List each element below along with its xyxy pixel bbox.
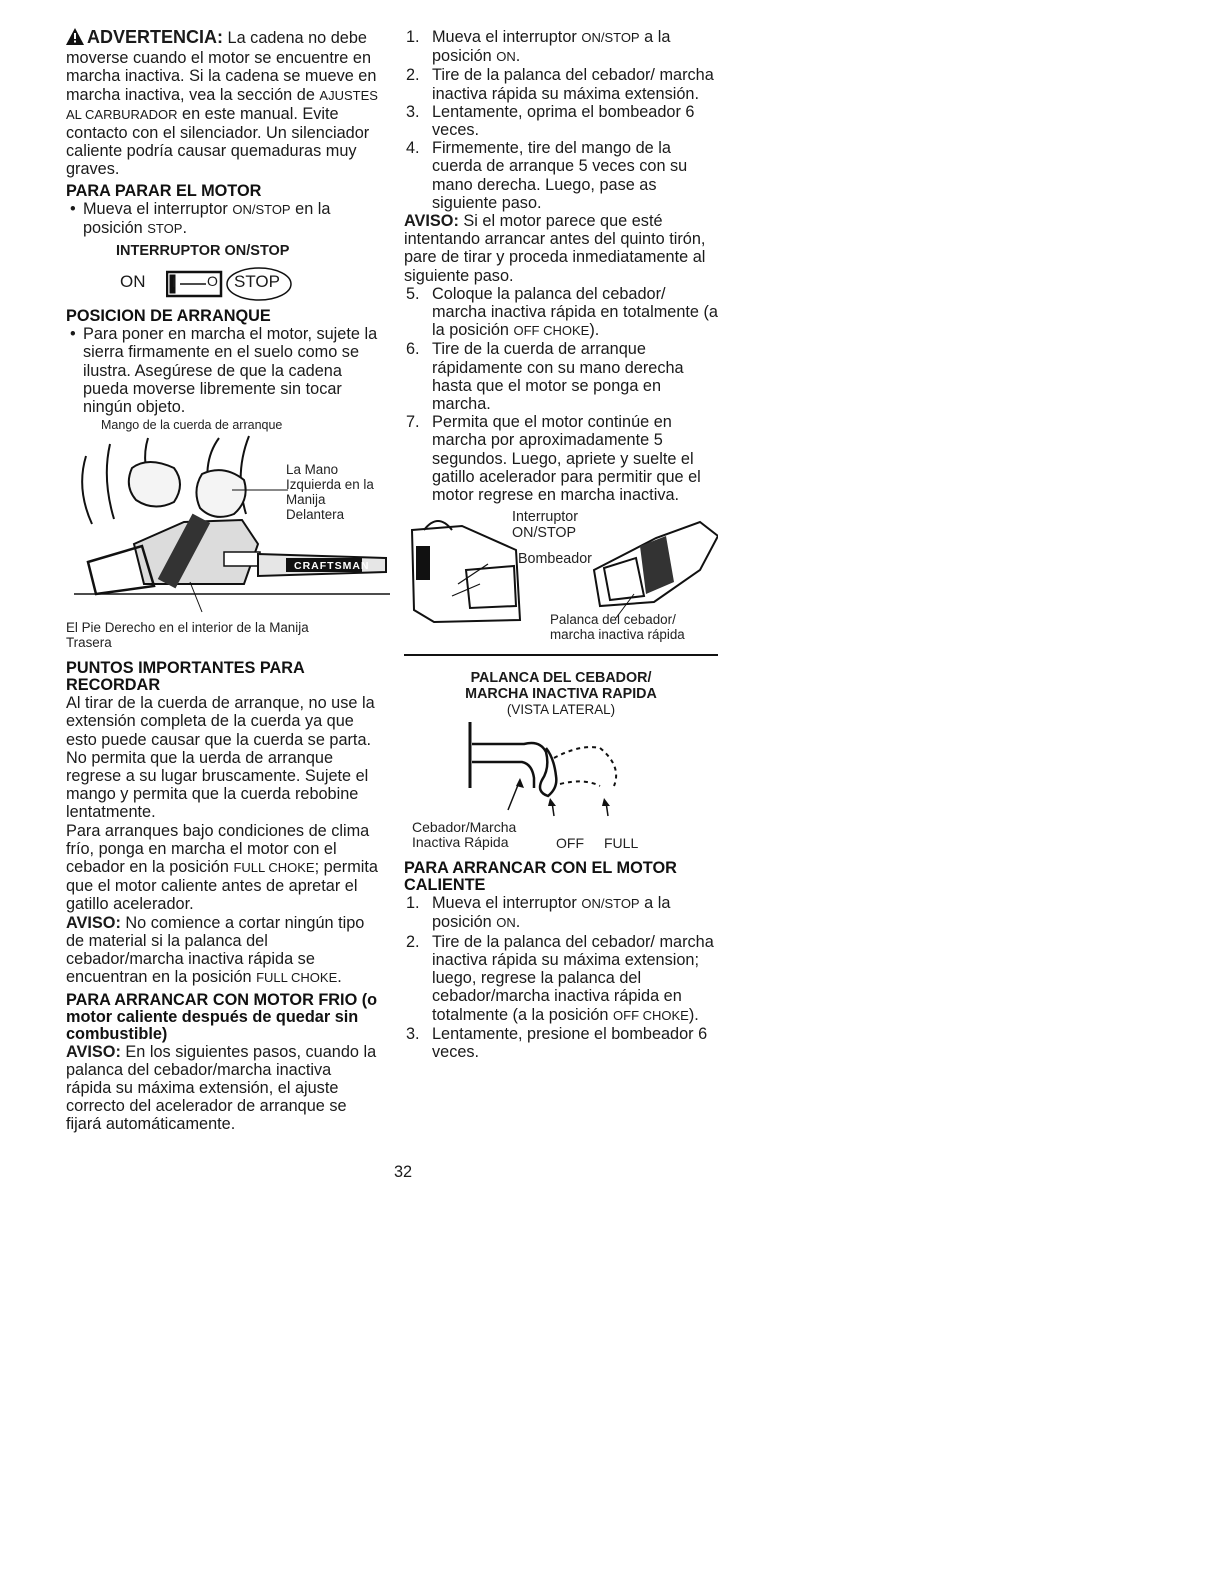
switch-caption: INTERRUPTOR ON/STOP	[116, 243, 290, 260]
warning-text-end: en este manual. Evite contacto con el silenciador. Un silenciador caliente podría causar quemaduras muy graves.	[66, 104, 370, 179]
cold-step-2: 2. Tire de la palanca del cebador/ marcha inactiva rápida su máxima extensión.	[406, 66, 714, 103]
cold-step-4: 4. Firmemente, tire del mango de la cuerda de arranque 5 veces con su mano derecha. Luego, pase as siguiente paso.	[406, 139, 688, 212]
cold-start-title: PARA ARRANCAR CON MOTOR FRIO (o motor caliente después de quedar sin combustible)	[66, 990, 378, 1043]
saw-brand-label: CRAFTSMAN	[294, 560, 370, 573]
hot-step-1: 1. Mueva el interruptor ON/STOP a la posición ON.	[406, 894, 671, 932]
left-column	[66, 28, 380, 1134]
choke-lever-illustration	[404, 718, 718, 820]
lever-label-choke: Cebador/Marcha Inactiva Rápida	[412, 819, 517, 851]
saw-label-handle: Mango de la cuerda de arranque	[101, 418, 283, 433]
lever-figure	[404, 718, 718, 820]
warning-paragraph	[66, 28, 380, 179]
hot-start-title: PARA ARRANCAR CON EL MOTOR CALIENTE	[404, 859, 677, 895]
cold-start-aviso2: AVISO: Si el motor parece que esté intentando arrancar antes del quinto tirón, pare de tirar y proceda inmediatamente al siguiente paso.	[404, 212, 706, 285]
saw-starting-figure	[66, 418, 380, 656]
right-column	[404, 28, 718, 1061]
lever-figure-title-1: PALANCA DEL CEBADOR/	[470, 670, 652, 687]
points-p2: Para arranques bajo condiciones de clima frío, ponga en marcha el motor con el cebador en la posición FULL CHOKE; permita que el motor caliente antes de apretar el gatillo acelerador.	[66, 821, 378, 914]
section-divider	[404, 654, 718, 656]
switch-figure	[66, 260, 380, 304]
start-position-list	[66, 325, 380, 416]
warning-triangle-icon	[66, 28, 84, 49]
hot-start-steps	[404, 894, 718, 1061]
stop-bullet: • Mueva el interruptor ON/STOP en la posición STOP.	[66, 200, 380, 238]
warning-heading: ADVERTENCIA:	[87, 27, 224, 47]
switch-i-glyph: I	[172, 274, 176, 291]
cold-start-steps-2	[404, 285, 718, 504]
hot-step-3: 3. Lentamente, presione el bombeador 6 veces.	[406, 1024, 708, 1061]
switch-on-label: ON	[120, 272, 146, 292]
lever-label-full: FULL	[604, 835, 639, 852]
stop-list	[66, 200, 380, 238]
points-title: PUNTOS IMPORTANTES PARA RECORDAR	[66, 659, 305, 695]
lever-figure-title-2: MARCHA INACTIVA RAPIDA	[465, 686, 657, 703]
controls-label-switch: Interruptor ON/STOP	[512, 509, 578, 541]
switch-stop-label: STOP	[234, 272, 280, 292]
lever-figure-subtitle: (VISTA LATERAL)	[506, 702, 616, 718]
controls-figure	[404, 510, 718, 642]
hot-step-2: 2. Tire de la palanca del cebador/ marcha inactiva rápida su máxima extension; luego, regrese la palanca del cebador/marcha inactiva rápida en totalmente (a la posición OFF CHOKE).	[406, 932, 714, 1024]
controls-label-lever: Palanca del cebador/ marcha inactiva rápida	[550, 612, 685, 643]
saw-label-left-hand: La Mano Izquierda en la Manija Delantera	[286, 462, 374, 523]
cold-step-6: 6. Tire de la cuerda de arranque rápidamente con su mano derecha hasta que el motor se ponga en marcha.	[406, 340, 684, 414]
controls-label-primer: Bombeador	[518, 551, 592, 568]
cold-step-5: 5. Coloque la palanca del cebador/ marcha inactiva rápida en totalmente (a la posición OFF CHOKE).	[406, 284, 718, 340]
stop-title: PARA PARAR EL MOTOR	[66, 181, 262, 200]
cold-start-steps	[404, 28, 718, 212]
lever-label-off: OFF	[556, 835, 584, 852]
warning-ref: AJUSTES AL CARBURADOR	[66, 87, 378, 122]
cold-step-3: 3. Lentamente, oprima el bombeador 6 veces.	[406, 102, 695, 140]
chainsaw-illustration	[74, 434, 390, 614]
switch-o-glyph: O	[207, 273, 218, 290]
points-p3: AVISO: No comience a cortar ningún tipo de material si la palanca del cebador/marcha inactiva rápida se encuentran en la posición FULL CHOKE.	[66, 913, 365, 987]
saw-label-right-foot: El Pie Derecho en el interior de la Manija Trasera	[66, 620, 309, 651]
warning-text: La cadena no debe moverse cuando el motor se encuentre en marcha inactiva. Si la cadena se mueve en marcha inactiva, vea la sección de	[66, 29, 377, 104]
lever-figure-labels	[404, 820, 718, 856]
start-position-bullet: • Para poner en marcha el motor, sujete la sierra firmamente en el suelo como se ilustra. Asegúrese de que la cadena pueda moverse libremente sin tocar ningún objeto.	[66, 325, 380, 416]
start-position-title: POSICION DE ARRANQUE	[66, 307, 271, 326]
cold-start-aviso-intro: AVISO: En los siguientes pasos, cuando la palanca del cebador/marcha inactiva rápida su máxima extensión, el ajuste correcto del acelerador de arranque se fijará automáticamente.	[66, 1042, 377, 1134]
points-p1: Al tirar de la cuerda de arranque, no use la extensión completa de la cuerda ya que esto puede causar que la cuerda se parta. No permita que la uerda de arranque regrese a su lugar bruscamente. Sujete el mango y permita que la cuerda rebobine lentatmente.	[66, 694, 375, 822]
cold-step-1: 1. Mueva el interruptor ON/STOP a la posición ON.	[406, 28, 671, 66]
page-number: 32	[394, 1163, 413, 1181]
cold-step-7: 7. Permita que el motor continúe en marcha por aproximadamente 5 segundos. Luego, apriete y suelte el gatillo acelerador para permitir que el motor regrese en marcha inactiva.	[406, 413, 701, 505]
